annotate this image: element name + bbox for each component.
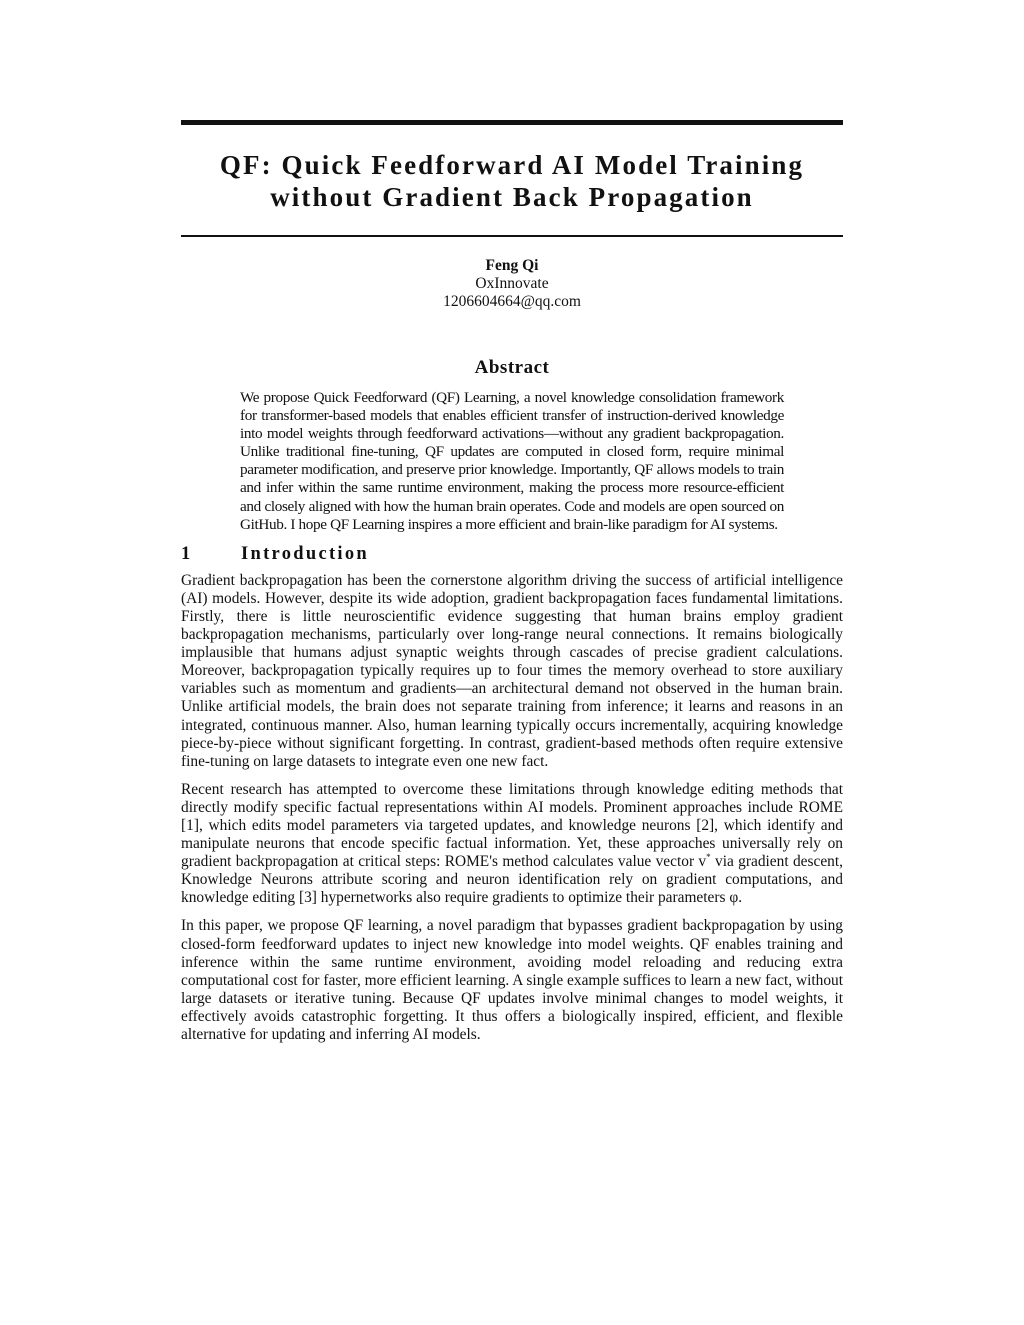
author-name: Feng Qi: [485, 257, 539, 274]
intro-paragraph-1: Gradient backpropagation has been the cornerstone algorithm driving the success of artificial intelligence (AI) models. However, despite its wide adoption, gradient backpropagation faces fundamental limitations. Firstly, there is little neuroscientific evidence suggesting that human brains employ gradient backpropagation mechanisms, particularly over long-range neural connections. It remains biologically implausible that humans adjust synaptic weights through cascades of precise gradient calculations. Moreover, backpropagation typically requires up to four times the memory overhead to store auxiliary variables such as momentum and gradients—an architectural demand not observed in the human brain. Unlike artificial models, the brain does not separate training from inference; it learns and reasons in an integrated, continuous manner. Also, human learning typically occurs incrementally, acquiring knowledge piece-by-piece without significant forgetting. In contrast, gradient-based methods often require extensive fine-tuning on large datasets to integrate even one new fact.: [181, 571, 843, 770]
title-line-1: QF: Quick Feedforward AI Model Training: [219, 150, 805, 180]
section-heading-introduction: [181, 543, 843, 565]
intro-paragraph-2-part-2: via gradient descent, Knowledge Neurons attribute scoring and neuron identification rely on gradient computations, and knowledge editing [3] hypernetworks also require gradients to optimize their parameters φ.: [181, 853, 843, 907]
paper-page: [181, 120, 843, 1044]
superscript-star: *: [706, 852, 711, 863]
intro-paragraph-2-part-1: Recent research has attempted to overcome these limitations through knowledge editing methods that directly modify specific factual representations within AI models. Prominent approaches include ROME [1], which edits model parameters via targeted updates, and knowledge neurons [2], which identify and manipulate neurons that encode specific factual information. Yet, these approaches universally rely on gradient backpropagation at critical steps: ROME's method calculates value vector v: [181, 780, 843, 871]
author-email: 1206604664@qq.com: [443, 293, 581, 310]
abstract-heading: Abstract: [474, 357, 550, 378]
abstract-text: We propose Quick Feedforward (QF) Learning, a novel knowledge consolidation framework for transformer-based models that enables efficient transfer of instruction-derived knowledge into model weights through feedforward activations—without any gradient backpropagation. Unlike traditional fine-tuning, QF updates are computed in closed form, require minimal parameter modification, and preserve prior knowledge. Importantly, QF allows models to train and infer within the same runtime environment, making the process more resource-efficient and closely aligned with how the human brain operates. Code and models are open sourced on GitHub. I hope QF Learning inspires a more efficient and brain-like paradigm for AI systems.: [240, 389, 784, 533]
author-affiliation: OxInnovate: [475, 275, 549, 292]
title-top-rule: [181, 120, 843, 125]
author-block: [181, 257, 843, 311]
paper-title: [181, 149, 843, 213]
intro-paragraph-2: [181, 781, 843, 908]
title-bottom-rule: [181, 235, 843, 237]
intro-paragraph-3: In this paper, we propose QF learning, a novel paradigm that bypasses gradient backpropagation by using closed-form feedforward updates to inject new knowledge into model weights. QF enables training and inference within the same runtime environment, avoiding model reloading and reducing extra computational cost for faster, more efficient learning. A single example suffices to learn a new fact, without large datasets or iterative tuning. Because QF updates involve minimal changes to model weights, it effectively avoids catastrophic forgetting. It thus offers a biologically inspired, efficient, and flexible alternative for updating and inferring AI models.: [181, 917, 843, 1043]
title-line-2: without Gradient Back Propagation: [270, 182, 754, 212]
section-title: Introduction: [241, 543, 370, 564]
section-number: 1: [181, 543, 191, 564]
